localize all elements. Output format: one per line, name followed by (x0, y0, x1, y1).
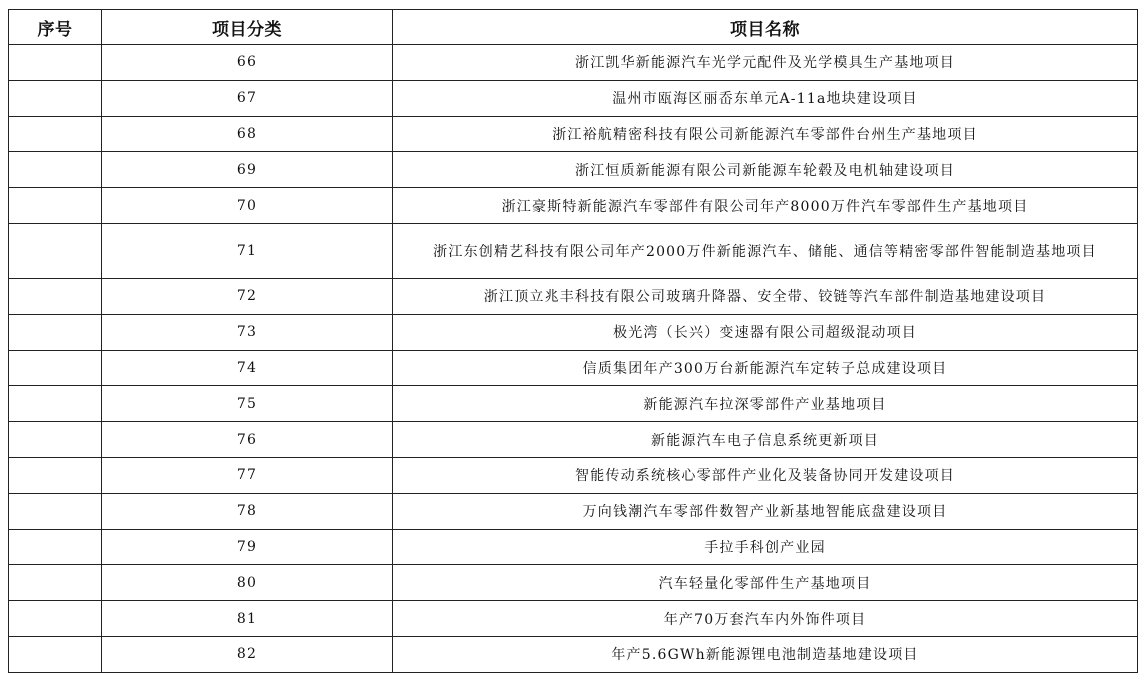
cell-seq (9, 350, 102, 386)
cell-seq (9, 152, 102, 188)
cell-seq (9, 422, 102, 458)
cell-category: 66 (102, 45, 393, 81)
cell-project-name: 浙江顶立兆丰科技有限公司玻璃升降器、安全带、铰链等汽车部件制造基地建设项目 (393, 278, 1138, 314)
cell-project-name: 新能源汽车拉深零部件产业基地项目 (393, 386, 1138, 422)
cell-category: 77 (102, 457, 393, 493)
cell-seq (9, 314, 102, 350)
cell-project-name: 浙江恒质新能源有限公司新能源车轮毂及电机轴建设项目 (393, 152, 1138, 188)
table-row (9, 188, 1138, 224)
table-row (9, 457, 1138, 493)
table-row (9, 116, 1138, 152)
cell-seq (9, 565, 102, 601)
cell-seq (9, 278, 102, 314)
cell-category: 81 (102, 601, 393, 637)
table-row (9, 152, 1138, 188)
cell-project-name: 浙江裕航精密科技有限公司新能源汽车零部件台州生产基地项目 (393, 116, 1138, 152)
cell-seq (9, 386, 102, 422)
cell-seq (9, 636, 102, 672)
table-row (9, 422, 1138, 458)
cell-project-name: 年产70万套汽车内外饰件项目 (393, 601, 1138, 637)
table-header-row (9, 10, 1138, 45)
cell-category: 74 (102, 350, 393, 386)
cell-project-name: 万向钱潮汽车零部件数智产业新基地智能底盘建设项目 (393, 493, 1138, 529)
cell-category: 79 (102, 529, 393, 565)
table-row (9, 493, 1138, 529)
cell-project-name: 新能源汽车电子信息系统更新项目 (393, 422, 1138, 458)
cell-project-name: 极光湾（长兴）变速器有限公司超级混动项目 (393, 314, 1138, 350)
cell-category: 71 (102, 223, 393, 278)
cell-category: 80 (102, 565, 393, 601)
cell-category: 70 (102, 188, 393, 224)
cell-project-name: 手拉手科创产业园 (393, 529, 1138, 565)
cell-category: 69 (102, 152, 393, 188)
header-category: 项目分类 (102, 10, 393, 45)
table-row (9, 314, 1138, 350)
table-row (9, 45, 1138, 81)
table-row (9, 80, 1138, 116)
cell-category: 73 (102, 314, 393, 350)
cell-seq (9, 188, 102, 224)
cell-seq (9, 80, 102, 116)
cell-category: 68 (102, 116, 393, 152)
cell-seq (9, 529, 102, 565)
table-row (9, 601, 1138, 637)
table-row (9, 529, 1138, 565)
cell-project-name: 温州市瓯海区丽岙东单元A-11a地块建设项目 (393, 80, 1138, 116)
table-row (9, 278, 1138, 314)
cell-project-name: 浙江东创精艺科技有限公司年产2000万件新能源汽车、储能、通信等精密零部件智能制造基地项目 (393, 223, 1138, 278)
cell-project-name: 信质集团年产300万台新能源汽车定转子总成建设项目 (393, 350, 1138, 386)
cell-project-name: 年产5.6GWh新能源锂电池制造基地建设项目 (393, 636, 1138, 672)
cell-seq (9, 223, 102, 278)
cell-category: 78 (102, 493, 393, 529)
cell-project-name: 浙江豪斯特新能源汽车零部件有限公司年产8000万件汽车零部件生产基地项目 (393, 188, 1138, 224)
table-row (9, 350, 1138, 386)
cell-category: 75 (102, 386, 393, 422)
cell-category: 67 (102, 80, 393, 116)
table-row (9, 223, 1138, 278)
cell-seq (9, 457, 102, 493)
table-row (9, 386, 1138, 422)
cell-category: 76 (102, 422, 393, 458)
cell-seq (9, 116, 102, 152)
cell-seq (9, 601, 102, 637)
table-row (9, 636, 1138, 672)
cell-category: 82 (102, 636, 393, 672)
cell-project-name: 浙江凯华新能源汽车光学元配件及光学模具生产基地项目 (393, 45, 1138, 81)
cell-project-name: 智能传动系统核心零部件产业化及装备协同开发建设项目 (393, 457, 1138, 493)
cell-seq (9, 493, 102, 529)
header-seq: 序号 (9, 10, 102, 45)
cell-seq (9, 45, 102, 81)
header-project-name: 项目名称 (393, 10, 1138, 45)
cell-project-name: 汽车轻量化零部件生产基地项目 (393, 565, 1138, 601)
table-row (9, 565, 1138, 601)
project-table (8, 9, 1138, 673)
cell-category: 72 (102, 278, 393, 314)
